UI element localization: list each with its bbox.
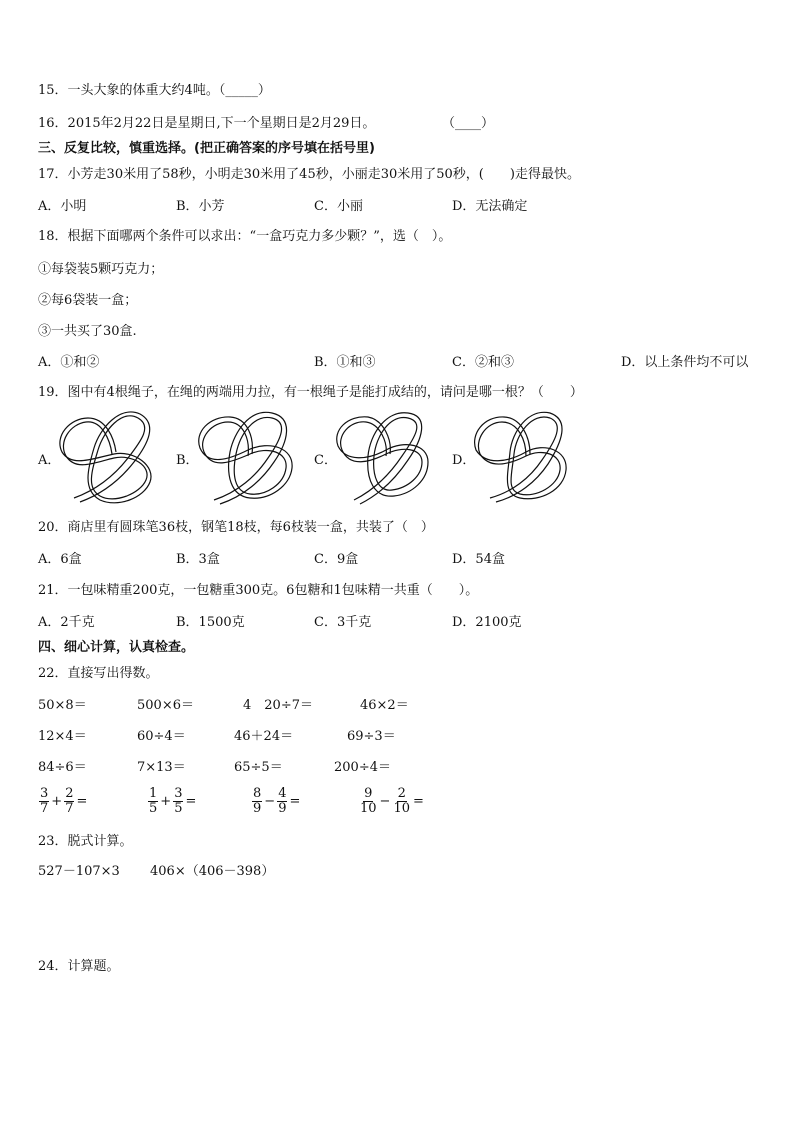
q21-option-b: B．1500克 <box>176 615 245 630</box>
question-16: 16．2015年2月22日是星期日,下一个星期日是2月29日。 <box>38 116 376 131</box>
q18-option-c: C．②和③ <box>452 355 514 370</box>
equals-sign: = <box>76 794 88 809</box>
numerator: 4 <box>278 786 287 801</box>
question-15: 15．一头大象的体重大约4吨。（_____） <box>38 83 271 98</box>
calc-cell: 7×13＝ <box>137 760 186 775</box>
calc-cell: 84÷6＝ <box>38 760 87 775</box>
q21-option-d: D．2100克 <box>452 615 522 630</box>
q20-option-a: A．6盒 <box>38 552 82 567</box>
expression-2: 406×（406－398） <box>150 864 275 879</box>
question-18: 18．根据下面哪两个条件可以求出：“一盒巧克力多少颗？”，选（ ）。 <box>38 229 452 244</box>
calc-cell: 50×8＝ <box>38 698 87 713</box>
calc-cell: 200÷4＝ <box>334 760 391 775</box>
q17-option-b: B．小芳 <box>176 199 225 214</box>
calc-cell: 46×2＝ <box>360 698 409 713</box>
calc-cell: 60÷4＝ <box>137 729 186 744</box>
q20-option-c: C．9盒 <box>314 552 359 567</box>
q19-label-c: C． <box>314 453 337 468</box>
denominator: 9 <box>253 801 262 816</box>
denominator: 7 <box>40 801 49 816</box>
calc-cell: 69÷3＝ <box>347 729 396 744</box>
q17-option-a: A．小明 <box>38 199 87 214</box>
q19-label-d: D． <box>452 453 476 468</box>
calc-cell: 46＋24＝ <box>234 729 294 744</box>
calc-cell: 12×4＝ <box>38 729 87 744</box>
equals-sign: = <box>413 794 424 809</box>
numerator: 1 <box>149 786 158 801</box>
section-3-title: 三、反复比较，慎重选择。(把正确答案的序号填在括号里) <box>38 141 375 156</box>
q18-condition-1: ①每袋装5颗巧克力； <box>38 262 164 277</box>
q21-option-c: C．3千克 <box>314 615 372 630</box>
question-20: 20．商店里有圆珠笔36枝，钢笔18枝，每6枝装一盒，共装了（ ） <box>38 520 434 535</box>
denominator: 5 <box>174 801 183 816</box>
denominator: 10 <box>393 801 410 816</box>
question-23: 23．脱式计算。 <box>38 834 133 849</box>
operator: + <box>51 794 63 809</box>
q18-option-d: D．以上条件均不可以 <box>621 355 749 370</box>
q17-option-c: C．小丽 <box>314 199 363 214</box>
rope-knot-a-image <box>56 410 160 508</box>
equals-sign: = <box>289 794 301 809</box>
q18-condition-2: ②每6袋装一盒； <box>38 293 138 308</box>
calc-cell: 500×6＝ <box>137 698 194 713</box>
denominator: 9 <box>278 801 287 816</box>
rope-knot-d-image <box>470 410 574 508</box>
operator: + <box>160 794 172 809</box>
question-22: 22．直接写出得数。 <box>38 666 159 681</box>
denominator: 5 <box>149 801 158 816</box>
operator: − <box>264 794 276 809</box>
expression-1: 527－107×3 <box>38 864 120 879</box>
q19-label-a: A． <box>38 453 61 468</box>
q17-option-d: D．无法确定 <box>452 199 528 214</box>
question-16-answer-paren: （____） <box>442 116 495 131</box>
denominator: 7 <box>65 801 74 816</box>
equals-sign: = <box>185 794 197 809</box>
operator: − <box>379 794 391 809</box>
section-4-title: 四、细心计算，认真检查。 <box>38 640 195 655</box>
q18-condition-3: ③一共买了30盒. <box>38 324 137 339</box>
question-24: 24．计算题。 <box>38 959 120 974</box>
numerator: 2 <box>397 786 406 801</box>
question-21: 21．一包味精重200克，一包糖重300克。6包糖和1包味精一共重（ ）。 <box>38 583 479 598</box>
fraction-expression <box>147 787 197 816</box>
calc-cell: 65÷5＝ <box>234 760 283 775</box>
numerator: 9 <box>364 786 373 801</box>
rope-knot-b-image <box>194 410 298 508</box>
fraction-expression <box>358 787 425 816</box>
rope-knot-c-image <box>332 410 436 508</box>
q19-label-b: B． <box>176 453 199 468</box>
calc-cell: 4 20÷7＝ <box>243 698 313 713</box>
question-19: 19．图中有4根绳子，在绳的两端用力拉，有一根绳子是能打成结的，请问是哪一根？（ ） <box>38 385 583 400</box>
denominator: 10 <box>360 801 377 816</box>
numerator: 3 <box>174 786 183 801</box>
q18-option-b: B．①和③ <box>314 355 376 370</box>
numerator: 3 <box>40 786 49 801</box>
numerator: 2 <box>65 786 74 801</box>
q18-option-a: A．①和② <box>38 355 100 370</box>
q20-option-b: B．3盒 <box>176 552 220 567</box>
question-17: 17．小芳走30米用了58秒，小明走30米用了45秒，小丽走30米用了50秒，( )走得最快。 <box>38 167 580 182</box>
fraction-expression <box>38 787 88 816</box>
fraction-expression <box>251 787 301 816</box>
q20-option-d: D．54盒 <box>452 552 505 567</box>
numerator: 8 <box>253 786 262 801</box>
q21-option-a: A．2千克 <box>38 615 95 630</box>
